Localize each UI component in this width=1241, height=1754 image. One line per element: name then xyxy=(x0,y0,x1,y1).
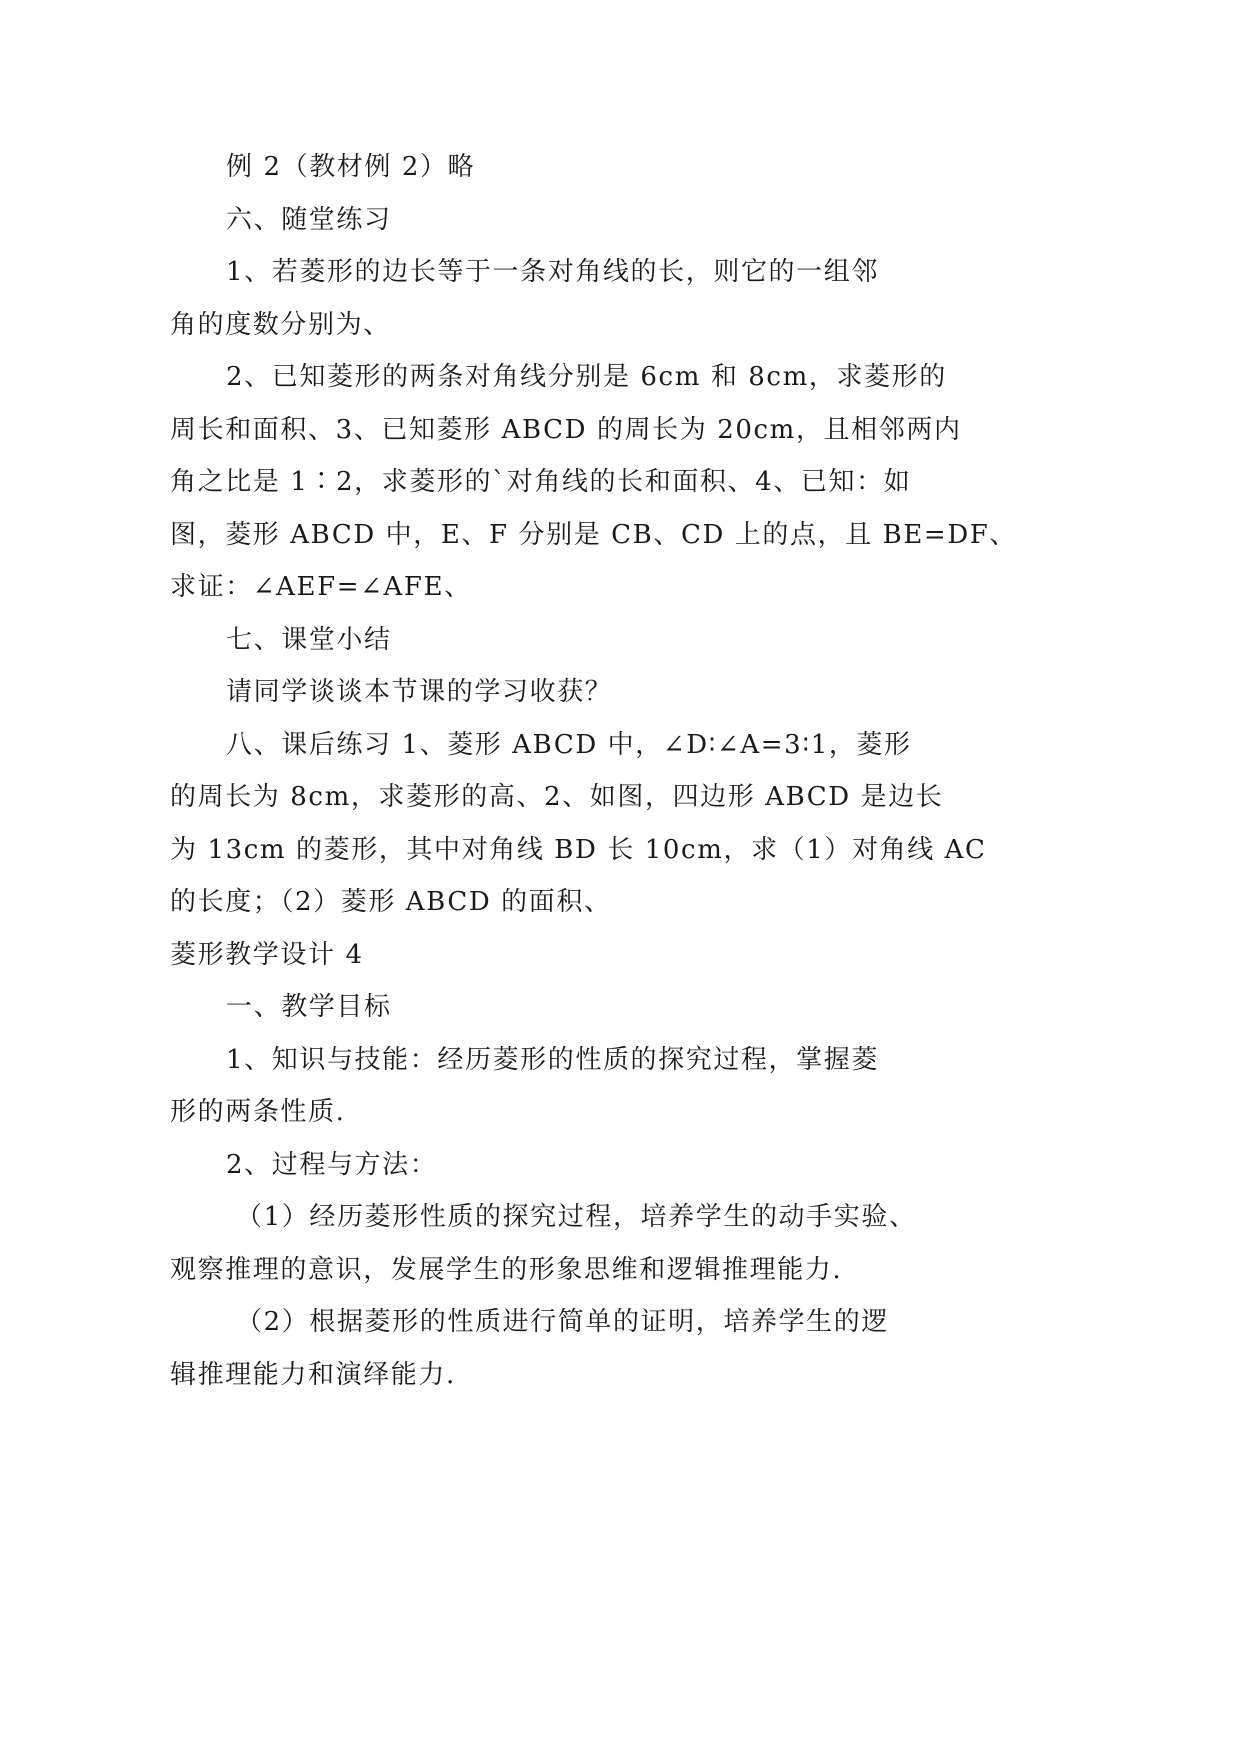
exercise-4-line-1: 图，菱形 ABCD 中，E、F 分别是 CB、CD 上的点，且 BE=DF、 xyxy=(170,519,1018,550)
design-title: 菱形教学设计 4 xyxy=(170,939,364,970)
objective-2-item-1-line-2: 观察推理的意识，发展学生的形象思维和逻辑推理能力. xyxy=(170,1254,843,1285)
exercise-2-line-1: 2、已知菱形的两条对角线分别是 6cm 和 8cm，求菱形的 xyxy=(226,362,947,392)
exercise-1-line-1: 1、若菱形的边长等于一条对角线的长，则它的一组邻 xyxy=(226,257,879,287)
objective-2-item-2-line-1: （2）根据菱形的性质进行简单的证明，培养学生的逻 xyxy=(236,1307,889,1337)
summary-prompt: 请同学谈谈本节课的学习收获？ xyxy=(226,677,613,707)
section-heading-objectives: 一、教学目标 xyxy=(226,992,392,1022)
homework-line-4: 的长度；（2）菱形 ABCD 的面积、 xyxy=(170,887,612,917)
section-heading-summary: 七、课堂小结 xyxy=(226,624,392,655)
objective-2-item-2-line-2: 辑推理能力和演绎能力. xyxy=(170,1359,456,1390)
example-2-line: 例 2（教材例 2）略 xyxy=(226,152,476,182)
homework-line-1: 八、课后练习 1、菱形 ABCD 中，∠D∶∠A=3∶1，菱形 xyxy=(226,729,912,760)
objective-2-item-1-line-1: （1）经历菱形性质的探究过程，培养学生的动手实验、 xyxy=(236,1202,917,1232)
exercise-4-line-2: 求证：∠AEF=∠AFE、 xyxy=(170,572,472,602)
document-body xyxy=(170,141,1018,1401)
exercise-1-line-2: 角的度数分别为、 xyxy=(170,309,391,340)
exercise-2-line-2: 周长和面积、3、已知菱形 ABCD 的周长为 20cm，且相邻两内 xyxy=(170,414,962,445)
exercise-3-line: 角之比是 1∶2，求菱形的`对角线的长和面积、4、已知：如 xyxy=(170,467,912,497)
homework-line-2: 的周长为 8cm，求菱形的高、2、如图，四边形 ABCD 是边长 xyxy=(170,782,944,812)
section-heading-practice: 六、随堂练习 xyxy=(226,204,392,235)
objective-1-line-2: 形的两条性质. xyxy=(170,1097,346,1127)
homework-line-3: 为 13cm 的菱形，其中对角线 BD 长 10cm，求（1）对角线 AC xyxy=(170,834,987,865)
objective-1-line-1: 1、知识与技能：经历菱形的性质的探究过程，掌握菱 xyxy=(226,1044,879,1075)
objective-2-heading: 2、过程与方法： xyxy=(226,1149,438,1180)
